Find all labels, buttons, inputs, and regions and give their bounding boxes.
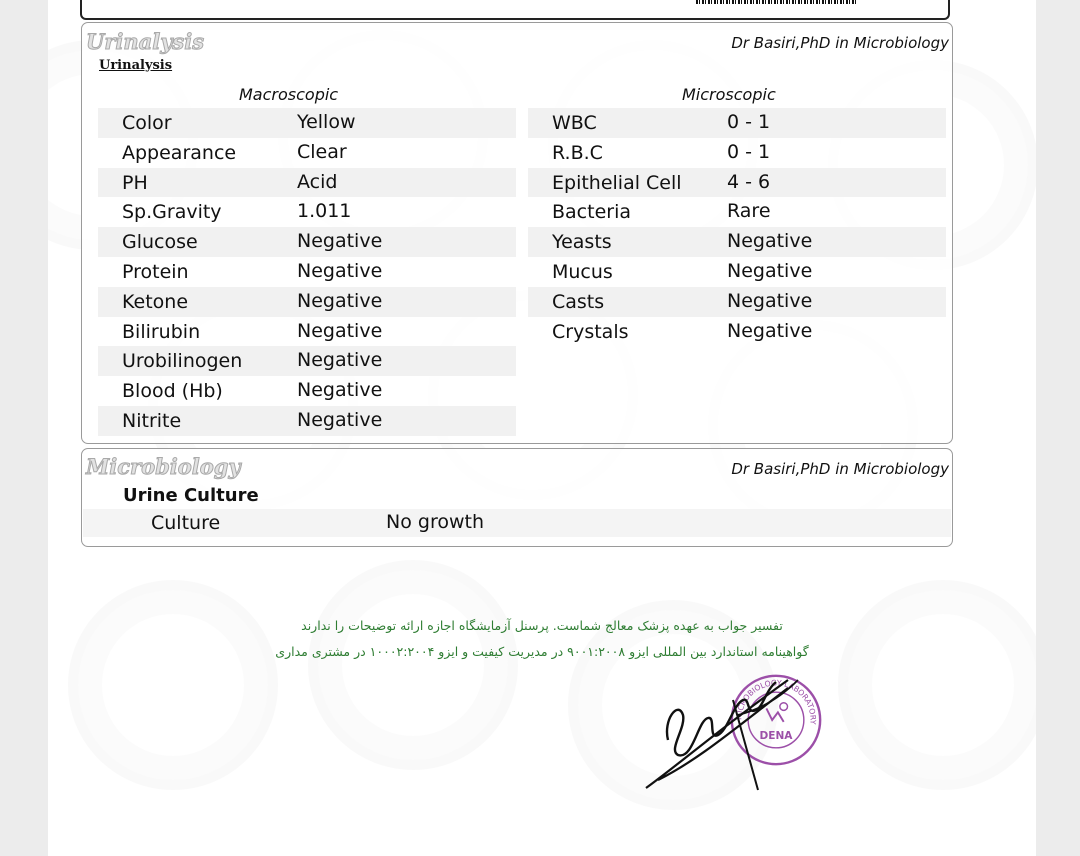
row-label: Yeasts xyxy=(552,231,612,254)
row-label: Crystals xyxy=(552,320,629,343)
row-label: Casts xyxy=(552,290,605,313)
stamp-ring-text: MICROBIOLOGY LABORATORY xyxy=(734,678,818,725)
signature xyxy=(638,660,808,800)
stamp-text: DENA xyxy=(759,730,793,743)
row-label: R.B.C xyxy=(552,141,603,164)
table-row xyxy=(98,168,516,198)
table-row xyxy=(98,197,516,227)
barcode xyxy=(696,0,856,4)
row-value: Clear xyxy=(297,140,347,163)
patient-header-box xyxy=(80,0,950,20)
row-value: Yellow xyxy=(297,111,356,133)
table-row xyxy=(98,108,516,138)
row-label: Blood (Hb) xyxy=(122,380,223,403)
macroscopic-heading: Macroscopic xyxy=(239,85,339,104)
doctor-credit: Dr Basiri,PhD in Microbiology xyxy=(731,460,949,478)
row-value: 1.011 xyxy=(297,200,352,223)
row-value: Negative xyxy=(297,319,383,342)
table-row xyxy=(528,108,946,138)
table-row xyxy=(98,406,516,436)
row-value: Negative xyxy=(727,319,813,342)
row-value: No growth xyxy=(386,511,484,533)
microbiology-section-title: Microbiology xyxy=(86,454,241,479)
table-row xyxy=(528,138,946,168)
table-row xyxy=(528,317,946,347)
row-label: Glucose xyxy=(122,231,198,254)
row-label: Mucus xyxy=(552,260,613,283)
microscopic-table xyxy=(528,108,946,346)
row-value: Acid xyxy=(297,170,338,193)
table-row xyxy=(83,509,951,537)
row-value: Negative xyxy=(297,349,383,372)
row-value: Negative xyxy=(297,259,383,282)
table-row xyxy=(528,168,946,198)
microbiology-panel xyxy=(81,448,953,547)
row-value: Rare xyxy=(727,200,771,223)
table-row xyxy=(528,287,946,317)
microscopic-heading: Microscopic xyxy=(682,85,776,104)
row-label: Culture xyxy=(151,512,221,534)
row-value: Negative xyxy=(297,230,383,253)
row-label: PH xyxy=(122,171,148,194)
urinalysis-subheading: Urinalysis xyxy=(99,58,173,73)
row-label: Urobilinogen xyxy=(122,350,243,373)
row-value: 0 - 1 xyxy=(727,111,771,133)
row-label: Color xyxy=(122,112,172,134)
watermark-seal xyxy=(308,560,518,770)
table-row xyxy=(98,376,516,406)
row-value: 4 - 6 xyxy=(727,170,771,193)
table-row xyxy=(98,227,516,257)
table-row xyxy=(98,257,516,287)
row-label: Bacteria xyxy=(552,201,631,224)
row-value: Negative xyxy=(297,408,383,431)
urinalysis-section-title: Urinalysis xyxy=(86,29,205,54)
urine-culture-heading: Urine Culture xyxy=(123,485,259,506)
row-label: Sp.Gravity xyxy=(122,201,222,224)
row-label: Epithelial Cell xyxy=(552,171,682,194)
row-label: Protein xyxy=(122,260,189,283)
row-value: Negative xyxy=(727,259,813,282)
table-row xyxy=(528,227,946,257)
row-label: Bilirubin xyxy=(122,320,201,343)
watermark-seal xyxy=(838,580,1036,790)
row-value: Negative xyxy=(727,230,813,253)
table-row xyxy=(528,257,946,287)
row-label: WBC xyxy=(552,112,597,134)
report-page xyxy=(48,0,1036,856)
row-value: Negative xyxy=(297,379,383,402)
row-value: 0 - 1 xyxy=(727,140,771,163)
urinalysis-panel xyxy=(81,22,953,444)
doctor-credit: Dr Basiri,PhD in Microbiology xyxy=(731,34,949,52)
disclaimer-text: تفسیر جواب به عهده پزشک معالج شماست. پرسنل آزمایشگاه اجازه ارائه توضیحات را ندارند xyxy=(301,618,783,633)
table-row xyxy=(528,197,946,227)
row-value: Negative xyxy=(727,289,813,312)
row-label: Ketone xyxy=(122,290,189,313)
row-label: Nitrite xyxy=(122,409,182,432)
table-row xyxy=(98,317,516,347)
table-row xyxy=(98,346,516,376)
watermark-seal xyxy=(68,580,278,790)
table-row xyxy=(98,287,516,317)
iso-certification-text: گواهینامه استاندارد بین المللی ایزو ۹۰۰۱:۲۰۰۸ در مدیریت کیفیت و ایزو ۱۰۰۰۲:۲۰۰۴ در مشتری مداری xyxy=(275,644,809,659)
row-value: Negative xyxy=(297,289,383,312)
table-row xyxy=(98,138,516,168)
row-label: Appearance xyxy=(122,141,237,164)
macroscopic-table xyxy=(98,108,516,436)
